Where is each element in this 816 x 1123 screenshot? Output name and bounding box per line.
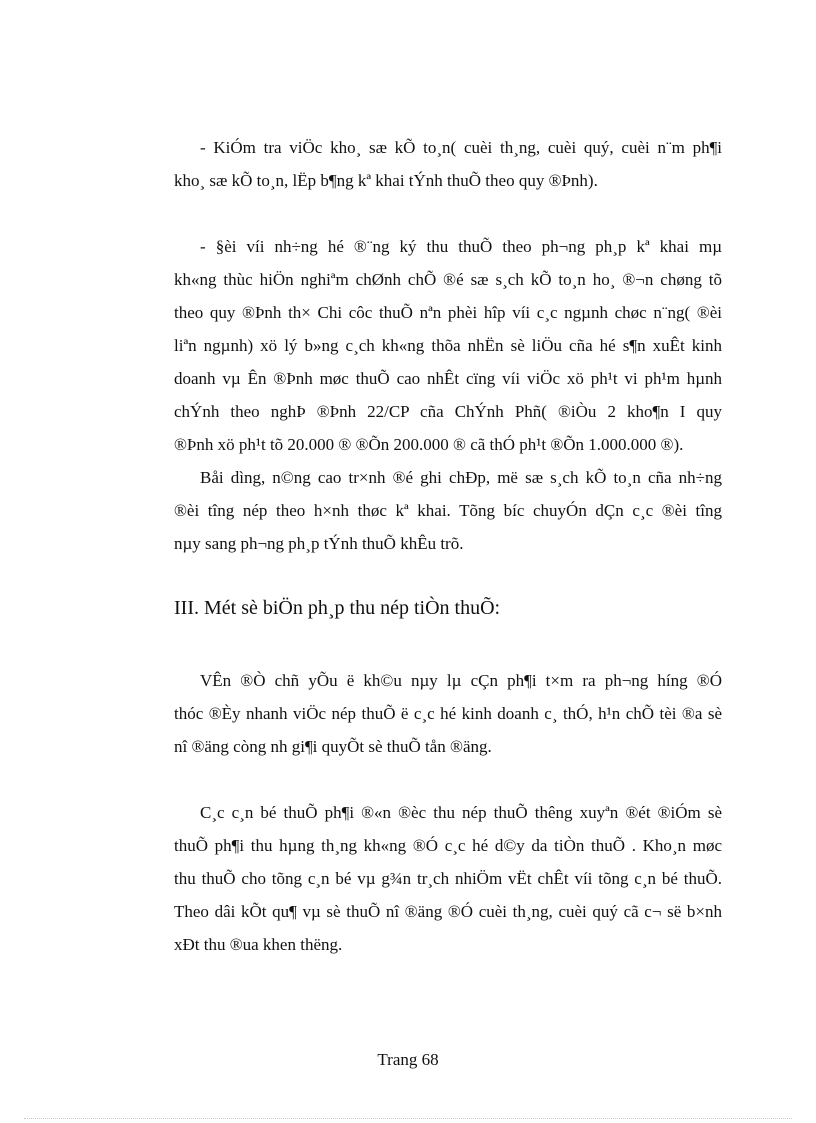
paragraph-line: theo quy ®Þnh th× Chi côc thuÕ nªn phèi hîp víi c¸c ngµnh chøc n¨ng( ®èi: [174, 303, 722, 322]
paragraph-3: [174, 461, 722, 560]
paragraph-line: xÐt thu ®ua khen thëng.: [174, 935, 343, 954]
paragraph-line: thuÕ ph¶i thu hµng th¸ng kh«ng ®Ó c¸c hé d©y da tiÒn thuÕ . Kho¸n møc: [174, 836, 722, 855]
paragraph-line: chÝnh theo nghÞ ®Þnh 22/CP cña ChÝnh Phñ( ®iÒu 2 kho¶n I quy: [174, 402, 722, 421]
paragraph-5: [174, 796, 722, 961]
paragraph-line: kho¸ sæ kÕ to¸n, lËp b¶ng kª khai tÝnh thuÕ theo quy ®Þnh).: [174, 171, 598, 190]
paragraph-1: [174, 131, 722, 197]
paragraph-line: nµy sang ph¬ng ph¸p tÝnh thuÕ khÊu trõ.: [174, 534, 464, 553]
section-heading: III. Mét sè biÖn ph¸p thu nép tiÒn thuÕ:: [174, 597, 501, 619]
paragraph-4: [174, 664, 722, 763]
paragraph-line: liªn ngµnh) xö lý b»ng c¸ch kh«ng thõa nhËn sè liÖu cña hé s¶n xuÊt kinh: [174, 336, 722, 355]
page-number: Trang 68: [377, 1050, 439, 1069]
paragraph-2: [174, 230, 722, 461]
paragraph-line: - §èi víi nh÷ng hé ®¨ng ký thu thuÕ theo ph¬ng ph¸p kª khai mµ: [200, 237, 722, 256]
paragraph-line: thu thuÕ cho tõng c¸n bé vµ g¾n tr¸ch nhiÖm vËt chÊt víi tõng c¸n bé thuÕ.: [174, 869, 722, 888]
paragraph-line: nî ®äng còng nh gi¶i quyÕt sè thuÕ tån ®äng.: [174, 737, 492, 756]
paragraph-line: thóc ®Èy nhanh viÖc nép thuÕ ë c¸c hé kinh doanh c¸ thÓ, h¹n chÕ tèi ®a sè: [174, 704, 722, 723]
paragraph-line: Båi dìng, n©ng cao tr×nh ®é ghi chÐp, më sæ s¸ch kÕ to¸n cña nh÷ng: [200, 468, 722, 487]
page-border-dots: [24, 1118, 792, 1119]
paragraph-line: ®èi tîng nép theo h×nh thøc kª khai. Tõng bíc chuyÓn dÇn c¸c ®èi tîng: [174, 501, 722, 520]
paragraph-line: doanh vµ Ên ®Þnh møc thuÕ cao nhÊt cïng víi viÖc xö ph¹t vi ph¹m hµnh: [174, 369, 722, 388]
paragraph-line: Theo dâi kÕt qu¶ vµ sè thuÕ nî ®äng ®Ó cuèi th¸ng, cuèi quý cã c¬ së b×nh: [174, 902, 722, 921]
paragraph-line: kh«ng thùc hiÖn nghiªm chØnh chÕ ®é sæ s¸ch kÕ to¸n ho¸ ®¬n chøng tõ: [174, 270, 722, 289]
paragraph-line: C¸c c¸n bé thuÕ ph¶i ®«n ®èc thu nép thuÕ thêng xuyªn ®ét ®iÓm sè: [200, 803, 722, 822]
paragraph-line: ®Þnh xö ph¹t tõ 20.000 ® ®Õn 200.000 ® cã thÓ ph¹t ®Õn 1.000.000 ®).: [174, 435, 684, 454]
paragraph-line: - KiÓm tra viÖc kho¸ sæ kÕ to¸n( cuèi th¸ng, cuèi quý, cuèi n¨m ph¶i: [200, 138, 722, 157]
paragraph-line: VÊn ®Ò chñ yÕu ë kh©u nµy lµ cÇn ph¶i t×m ra ph¬ng híng ®Ó: [200, 671, 722, 690]
